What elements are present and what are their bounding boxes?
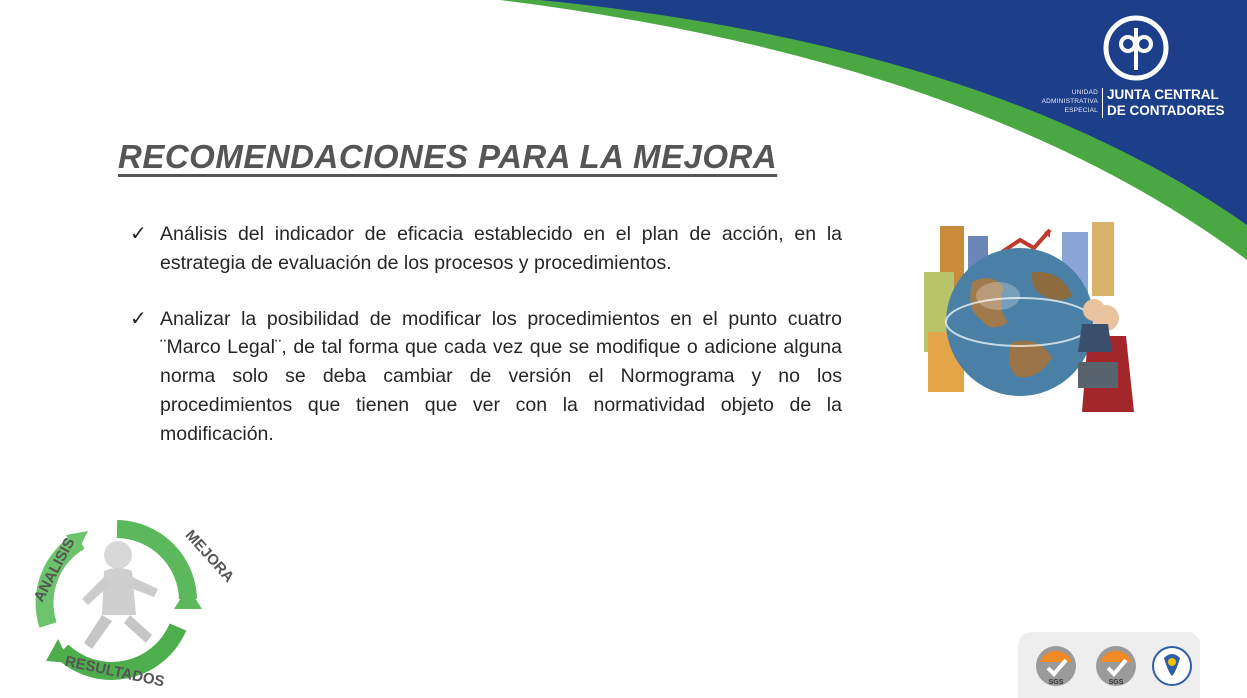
government-seal-icon (1153, 647, 1191, 685)
logo-name-line: DE CONTADORES (1107, 103, 1225, 118)
logo-name (1107, 87, 1242, 119)
cycle-label-bottom: RESULTADOS (63, 652, 166, 691)
jcc-logo (1040, 14, 1240, 124)
certification-seal-icon (1036, 646, 1076, 686)
jcc-logo-icon (1102, 14, 1170, 82)
list-item (130, 305, 842, 449)
list-item-text: Análisis del indicador de eficacia establecido en el plan de acción, en la estrategia de evaluación de los procesos y procedimientos. (160, 223, 842, 274)
badge-label: SGS (1048, 679, 1064, 686)
globe-business-icon (912, 212, 1148, 420)
cycle-label-right: MEJORA (181, 526, 238, 586)
logo-subtitle (1040, 88, 1098, 115)
page-title: RECOMENDACIONES PARA LA MEJORA (118, 138, 778, 175)
certification-seal-icon (1096, 646, 1136, 686)
list-item-text: Analizar la posibilidad de modificar los procedimientos en el punto cuatro ¨Marco Legal¨, de tal forma que cada vez que se modifique o adicione alguna norma solo se deba cambiar de versión el Normograma y no los procedimientos que tienen que ver con la normatividad objeto de la modificación. (160, 307, 842, 445)
logo-subtitle-line: ESPECIAL (1064, 107, 1098, 114)
checkmark-icon: ✓ (130, 307, 147, 330)
recommendation-list (130, 220, 842, 476)
cycle-label-left: ANALISIS (30, 535, 79, 605)
certification-badges (1018, 628, 1218, 698)
list-item (130, 220, 842, 278)
checkmark-icon: ✓ (130, 223, 147, 245)
cycle-arrows-icon (18, 515, 238, 693)
logo-subtitle-line: UNIDAD (1071, 89, 1098, 96)
logo-name-line: JUNTA CENTRAL (1107, 87, 1219, 102)
logo-subtitle-line: ADMINISTRATIVA (1041, 98, 1098, 105)
logo-divider (1102, 88, 1103, 118)
badge-label: SGS (1108, 679, 1124, 686)
